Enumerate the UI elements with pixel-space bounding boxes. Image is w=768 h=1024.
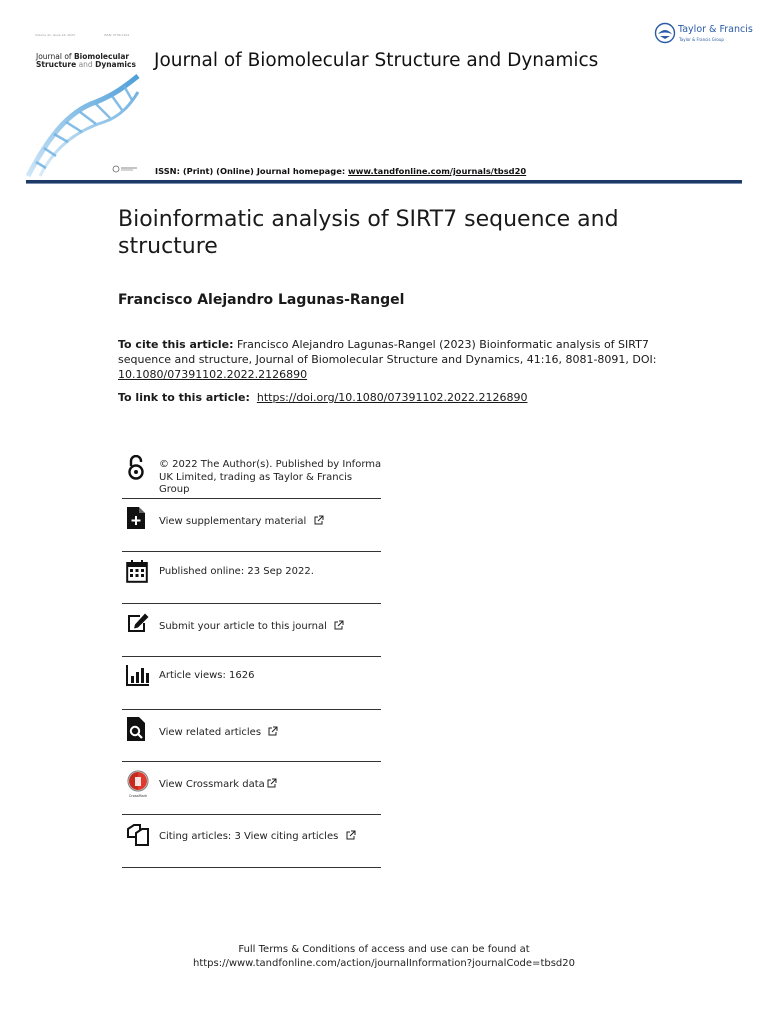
taylor-francis-logo-icon [654, 22, 676, 44]
calendar-icon [126, 559, 148, 583]
submit-article-link[interactable]: Submit your article to this journal [159, 620, 344, 634]
article-views-item [122, 662, 381, 692]
edit-icon [126, 612, 150, 634]
cite-label: To cite this article: [118, 338, 234, 351]
header-divider-light [26, 183, 742, 184]
open-access-item [122, 455, 381, 499]
article-author: Francisco Alejandro Lagunas-Rangel [118, 292, 405, 308]
small-logo-icon [112, 165, 138, 173]
submit-article-item[interactable] [122, 611, 381, 641]
published-online-item [122, 558, 381, 588]
dna-helix-image [26, 72, 140, 178]
bar-chart-icon [126, 664, 150, 686]
external-link-icon [334, 620, 344, 630]
journal-homepage-link[interactable]: www.tandfonline.com/journals/tbsd20 [348, 166, 527, 176]
crossmark-icon [126, 770, 150, 798]
external-link-icon [314, 515, 324, 525]
terms-text: Full Terms & Conditions of access and use can be found at [238, 944, 530, 955]
info-divider [122, 867, 381, 868]
info-divider [122, 551, 381, 552]
svg-text:CrossMark: CrossMark [128, 794, 148, 798]
info-divider [122, 761, 381, 762]
citing-articles-link[interactable]: Citing articles: 3 View citing articles [159, 830, 356, 844]
article-views-text: Article views: 1626 [159, 670, 255, 681]
cite-text: Francisco Alejandro Lagunas-Rangel (2023) Bioinformatic analysis of SIRT7 sequence and structure, Journal of Biomolecular Structure and Dynamics, 41:16, 8081-8091, DOI: [118, 338, 657, 366]
citing-articles-icon [126, 823, 150, 847]
supplementary-link[interactable]: View supplementary material [159, 515, 324, 529]
related-articles-item[interactable] [122, 716, 381, 746]
cover-issn-text: ISSN: 0739-1102 [104, 33, 130, 37]
info-divider [122, 498, 381, 499]
terms-footer [150, 943, 618, 971]
crossmark-item[interactable] [122, 770, 381, 800]
issn-text: ISSN: (Print) (Online) Journal homepage: [155, 166, 346, 176]
citation-block [118, 337, 658, 382]
cover-volume-text: Volume 41, Issue 16, 2023 [35, 33, 75, 37]
info-divider [122, 603, 381, 604]
cite-doi-link[interactable]: 10.1080/07391102.2022.2126890 [118, 368, 308, 381]
citing-articles-item[interactable] [122, 822, 381, 852]
info-divider [122, 656, 381, 657]
issn-line [155, 166, 526, 176]
search-document-icon [126, 716, 146, 742]
info-divider [122, 814, 381, 815]
open-access-text: © 2022 The Author(s). Published by Informa UK Limited, trading as Taylor & Francis Group [159, 459, 382, 495]
external-link-icon [346, 830, 356, 840]
journal-title: Journal of Biomolecular Structure and Dynamics [154, 50, 599, 71]
published-online-text: Published online: 23 Sep 2022. [159, 566, 314, 577]
related-articles-link[interactable]: View related articles [159, 726, 278, 740]
terms-url[interactable]: https://www.tandfonline.com/action/journalInformation?journalCode=tbsd20 [192, 958, 575, 969]
external-link-icon [268, 726, 278, 736]
link-label: To link to this article: [118, 391, 250, 404]
supplementary-material-item[interactable] [122, 506, 381, 536]
info-divider [122, 709, 381, 710]
article-title: Bioinformatic analysis of SIRT7 sequence and structure [118, 207, 619, 259]
add-file-icon [126, 506, 146, 530]
publisher-subname: Taylor & Francis Group [679, 37, 724, 42]
cover-journal-logo: Journal of Biomolecular Structure and Dynamics [36, 52, 136, 69]
publisher-name: Taylor & Francis [678, 24, 753, 35]
article-doi-link[interactable]: https://doi.org/10.1080/07391102.2022.2126890 [256, 391, 528, 404]
crossmark-link[interactable]: View Crossmark data [159, 778, 277, 792]
article-link-line [118, 391, 527, 404]
external-link-icon [267, 778, 277, 788]
open-access-icon [126, 455, 146, 481]
